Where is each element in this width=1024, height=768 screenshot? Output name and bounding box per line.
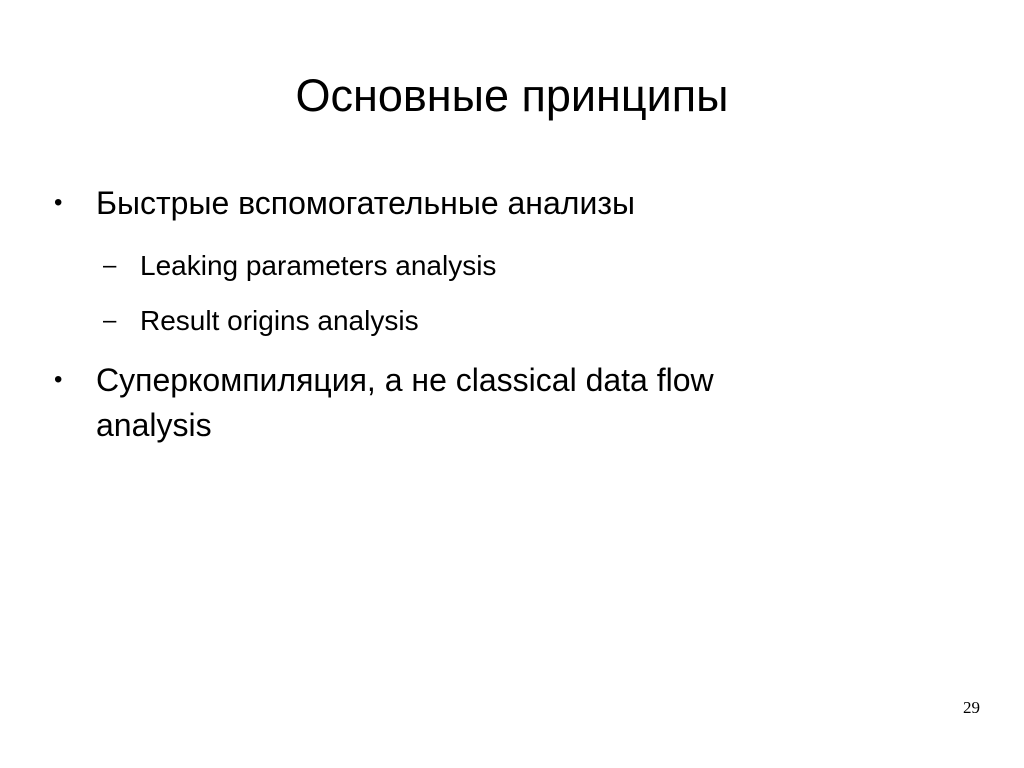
bullet-text-line-2: analysis	[96, 407, 212, 443]
slide-title: Основные принципы	[295, 70, 729, 121]
sub-bullet-marker: –	[103, 307, 117, 334]
page-number: 29	[963, 698, 980, 717]
sub-bullet-text: Result origins analysis	[140, 305, 419, 336]
bullet-marker: •	[54, 366, 63, 393]
bullet-text: Быстрые вспомогательные анализы	[96, 185, 635, 221]
bullet-text-line-1: Суперкомпиляция, а не classical data flow	[96, 362, 714, 398]
sub-bullet-marker: –	[103, 252, 117, 279]
sub-bullet-text: Leaking parameters analysis	[140, 250, 497, 281]
bullet-marker: •	[54, 189, 63, 216]
